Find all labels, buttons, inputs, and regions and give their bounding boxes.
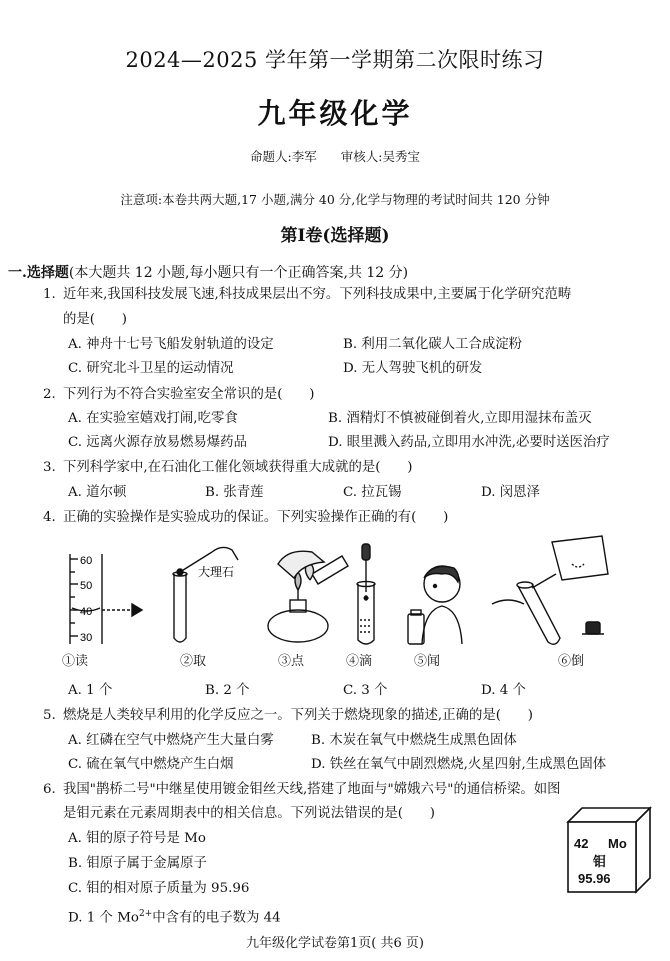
question-number: 3. (43, 460, 56, 475)
q3-option-c[interactable]: C. 拉瓦锡 (343, 485, 402, 500)
q1-option-b[interactable]: B. 利用二氧化碳人工合成淀粉 (343, 337, 523, 352)
q6-option-a[interactable]: A. 钼的原子符号是 Mo (68, 831, 206, 846)
page-footer: 九年级化学试卷第1页( 共6 页) (246, 936, 424, 951)
question-number: 2. (43, 387, 56, 402)
caption-light: ③点 (278, 654, 305, 669)
question-5-stem: 5. 燃烧是人类较早利用的化学反应之一。下列关于燃烧现象的描述,正确的是( ) (43, 708, 533, 723)
q4-option-b[interactable]: B. 2 个 (205, 683, 250, 698)
lab-operations-drawing (62, 534, 618, 650)
question-4-stem: 4. 正确的实验操作是实验成功的保证。下列实验操作正确的有( ) (43, 510, 449, 525)
section-heading (8, 262, 408, 282)
q1-option-a[interactable]: A. 神舟十七号飞船发射轨道的设定 (68, 337, 274, 352)
section-label: 一.选择题 (8, 265, 69, 281)
section-instruction: (本大题共 12 小题,每小题只有一个正确答案,共 12 分) (68, 265, 409, 281)
setter: 命题人:李军 (250, 149, 317, 164)
child-smelling-icon (408, 566, 462, 644)
q5-option-c[interactable]: C. 硫在氧气中燃烧产生白烟 (68, 757, 234, 772)
q3-option-a[interactable]: A. 道尔顿 (68, 485, 127, 500)
q2-option-a[interactable]: A. 在实验室嬉戏打闹,吃零食 (68, 411, 238, 426)
question-number: 4. (43, 510, 56, 525)
scale-tick-30: 30 (80, 632, 93, 644)
question-number: 1. (43, 287, 56, 302)
q4-option-c[interactable]: C. 3 个 (343, 683, 388, 698)
question-1-stem-cont: 的是( ) (63, 312, 128, 327)
question-6-stem-cont: 是钼元素在元素周期表中的相关信息。下列说法错误的是( ) (63, 806, 435, 821)
q4-option-a[interactable]: A. 1 个 (68, 683, 113, 698)
caption-drip: ④滴 (346, 654, 373, 669)
question-2-stem: 2. 下列行为不符合实验室安全常识的是( ) (43, 387, 315, 402)
q2-option-d[interactable]: D. 眼里溅入药品,立即用水冲洗,必要时送医治疗 (328, 435, 610, 450)
exam-notice: 注意项:本卷共两大题,17 小题,满分 40 分,化学与物理的考试时间共 120 分钟 (120, 192, 550, 207)
question-number: 6. (43, 782, 56, 797)
q2-option-b[interactable]: B. 酒精灯不慎被碰倒着火,立即用湿抹布盖灭 (328, 411, 592, 426)
exam-title: 2024—2025 学年第一学期第二次限时练习 (125, 48, 545, 72)
caption-take: ②取 (180, 654, 207, 669)
q2-option-c[interactable]: C. 远离火源存放易燃易爆药品 (68, 435, 247, 450)
caption-pour: ⑥倒 (558, 654, 585, 669)
q3-option-d[interactable]: D. 闵恩泽 (481, 485, 540, 500)
dropper-icon (357, 544, 375, 644)
question-1-stem: 1. 近年来,我国科技发展飞速,科技成果层出不穷。下列科技成果中,主要属于化学研究范畴 (43, 287, 572, 302)
atomic-mass: 95.96 (578, 871, 611, 886)
q6-option-d[interactable]: D. 1 个 $Mo^{2+}$中含有的电子数为 44 (68, 909, 281, 926)
authors-line (0, 147, 670, 165)
q5-option-d[interactable]: D. 铁丝在氧气中剧烈燃烧,火星四射,生成黑色固体 (311, 757, 607, 772)
reviewer: 审核人:吴秀宝 (340, 149, 420, 164)
subject-title: 九年级化学 (257, 97, 413, 130)
pouring-bottle-icon (492, 536, 608, 644)
marble-label: 大理石 (198, 565, 235, 579)
caption-smell: ⑤闻 (414, 654, 441, 669)
q4-option-d[interactable]: D. 4 个 (481, 683, 526, 698)
alcohol-lamp-icon (268, 551, 348, 642)
element-name: 钼 (593, 855, 607, 870)
atomic-number: 42 (574, 836, 589, 851)
scale-tick-60: 60 (80, 555, 93, 567)
q1-option-c[interactable]: C. 研究北斗卫星的运动情况 (68, 361, 234, 376)
question-3-stem: 3. 下列科学家中,在石油化工催化领域获得重大成就的是( ) (43, 460, 413, 475)
scale-tick-40: 40 (80, 606, 93, 618)
question-number: 5. (43, 708, 56, 723)
q3-option-b[interactable]: B. 张青莲 (205, 485, 264, 500)
periodic-element-tile (566, 804, 652, 894)
ion-charge: 2+ (138, 909, 153, 919)
q5-option-a[interactable]: A. 红磷在空气中燃烧产生大量白雾 (68, 733, 274, 748)
q6-option-c[interactable]: C. 钼的相对原子质量为 95.96 (68, 881, 250, 896)
graduated-cylinder-icon (70, 554, 142, 644)
caption-read: ①读 (62, 654, 89, 669)
element-symbol: Mo (608, 836, 627, 851)
volume-title: 第Ⅰ卷(选择题) (280, 226, 390, 246)
q6-option-b[interactable]: B. 钼原子属于金属原子 (68, 856, 207, 871)
q1-option-d[interactable]: D. 无人驾驶飞机的研发 (343, 361, 483, 376)
lab-operations-figure (62, 534, 618, 676)
q5-option-b[interactable]: B. 木炭在氧气中燃烧生成黑色固体 (311, 733, 517, 748)
question-6-stem: 6. 我国"鹊桥二号"中继星使用镀金钼丝天线,搭建了地面与"嫦娥六号"的通信桥梁。如图 (43, 782, 561, 797)
scale-tick-50: 50 (80, 580, 93, 592)
test-tube-tweezers-icon (173, 547, 238, 642)
